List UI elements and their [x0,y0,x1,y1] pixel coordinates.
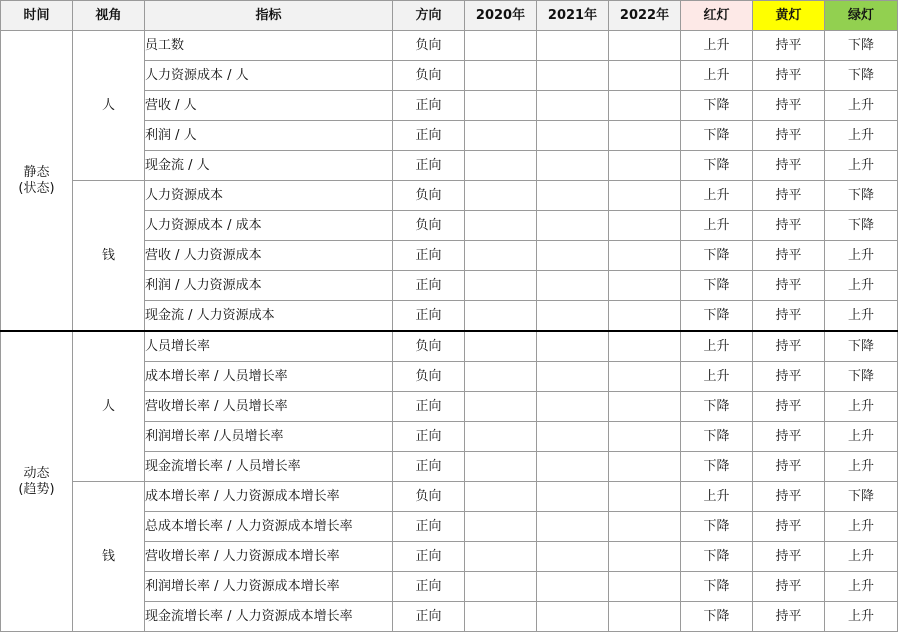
yellow-light-cell[interactable]: 持平 [753,181,825,211]
direction-cell[interactable]: 正向 [393,91,465,121]
metric-cell[interactable]: 成本增长率 / 人员增长率 [145,362,393,392]
red-light-cell[interactable]: 上升 [681,362,753,392]
yellow-light-cell[interactable]: 持平 [753,512,825,542]
green-light-cell[interactable]: 下降 [825,181,898,211]
direction-cell[interactable]: 正向 [393,542,465,572]
year-2021-cell[interactable] [537,422,609,452]
year-2020-cell[interactable] [465,602,537,632]
year-2021-cell[interactable] [537,271,609,301]
year-2021-cell[interactable] [537,181,609,211]
direction-cell[interactable]: 负向 [393,362,465,392]
yellow-light-cell[interactable]: 持平 [753,452,825,482]
yellow-light-cell[interactable]: 持平 [753,151,825,181]
yellow-light-cell[interactable]: 持平 [753,31,825,61]
direction-cell[interactable]: 正向 [393,301,465,332]
table-row [1,31,898,61]
metric-cell[interactable]: 现金流 / 人力资源成本 [145,301,393,332]
metric-cell[interactable]: 人力资源成本 [145,181,393,211]
metric-cell[interactable]: 利润 / 人 [145,121,393,151]
red-light-cell[interactable]: 上升 [681,211,753,241]
metric-cell[interactable]: 人力资源成本 / 成本 [145,211,393,241]
green-light-cell[interactable]: 下降 [825,31,898,61]
green-light-cell[interactable]: 上升 [825,301,898,332]
red-light-cell[interactable]: 下降 [681,542,753,572]
year-2022-cell[interactable] [609,301,681,332]
red-light-cell[interactable]: 上升 [681,181,753,211]
direction-cell[interactable]: 正向 [393,121,465,151]
year-2020-cell[interactable] [465,452,537,482]
year-2021-cell[interactable] [537,301,609,332]
red-light-cell[interactable]: 下降 [681,271,753,301]
direction-cell[interactable]: 负向 [393,181,465,211]
year-2020-cell[interactable] [465,211,537,241]
green-light-cell[interactable]: 下降 [825,211,898,241]
year-2022-cell[interactable] [609,91,681,121]
yellow-light-cell[interactable]: 持平 [753,602,825,632]
year-2021-cell[interactable] [537,91,609,121]
year-2020-cell[interactable] [465,392,537,422]
year-2020-cell[interactable] [465,572,537,602]
direction-cell[interactable]: 正向 [393,602,465,632]
year-2020-cell[interactable] [465,151,537,181]
red-light-cell[interactable]: 下降 [681,512,753,542]
table-row [1,482,898,512]
year-2022-cell[interactable] [609,512,681,542]
year-2020-cell[interactable] [465,542,537,572]
yellow-light-cell[interactable]: 持平 [753,572,825,602]
year-2022-cell[interactable] [609,241,681,271]
yellow-light-cell[interactable]: 持平 [753,271,825,301]
year-2020-cell[interactable] [465,241,537,271]
year-2021-cell[interactable] [537,512,609,542]
year-2021-cell[interactable] [537,362,609,392]
red-light-cell[interactable]: 上升 [681,31,753,61]
direction-cell[interactable]: 负向 [393,211,465,241]
red-light-cell[interactable]: 下降 [681,91,753,121]
year-2021-cell[interactable] [537,482,609,512]
view-cell[interactable]: 钱 [73,482,145,632]
green-light-cell[interactable]: 下降 [825,362,898,392]
year-2021-cell[interactable] [537,542,609,572]
green-light-cell[interactable]: 下降 [825,61,898,91]
yellow-light-cell[interactable]: 持平 [753,61,825,91]
green-light-cell[interactable]: 上升 [825,452,898,482]
year-2021-cell[interactable] [537,392,609,422]
year-2022-cell[interactable] [609,61,681,91]
year-2021-cell[interactable] [537,602,609,632]
year-2022-cell[interactable] [609,362,681,392]
metric-cell[interactable]: 现金流增长率 / 人力资源成本增长率 [145,602,393,632]
red-light-cell[interactable]: 下降 [681,301,753,332]
year-2021-cell[interactable] [537,211,609,241]
year-2022-cell[interactable] [609,422,681,452]
green-light-cell[interactable]: 上升 [825,542,898,572]
header-row [1,1,898,31]
metric-cell[interactable]: 现金流增长率 / 人员增长率 [145,452,393,482]
red-light-cell[interactable]: 下降 [681,121,753,151]
header-2020[interactable]: 2020年 [465,1,537,31]
year-2020-cell[interactable] [465,91,537,121]
direction-cell[interactable]: 正向 [393,151,465,181]
year-2020-cell[interactable] [465,181,537,211]
metric-cell[interactable]: 员工数 [145,31,393,61]
metric-cell[interactable]: 现金流 / 人 [145,151,393,181]
red-light-cell[interactable]: 下降 [681,452,753,482]
metric-cell[interactable]: 总成本增长率 / 人力资源成本增长率 [145,512,393,542]
green-light-cell[interactable]: 下降 [825,331,898,362]
yellow-light-cell[interactable]: 持平 [753,331,825,362]
yellow-light-cell[interactable]: 持平 [753,542,825,572]
time-cell[interactable] [1,331,73,632]
view-cell[interactable]: 人 [73,31,145,181]
yellow-light-cell[interactable]: 持平 [753,241,825,271]
year-2020-cell[interactable] [465,31,537,61]
header-2022[interactable]: 2022年 [609,1,681,31]
view-cell[interactable]: 钱 [73,181,145,332]
year-2022-cell[interactable] [609,542,681,572]
year-2021-cell[interactable] [537,151,609,181]
red-light-cell[interactable]: 下降 [681,602,753,632]
metric-cell[interactable]: 成本增长率 / 人力资源成本增长率 [145,482,393,512]
year-2020-cell[interactable] [465,331,537,362]
yellow-light-cell[interactable]: 持平 [753,91,825,121]
metric-cell[interactable]: 利润 / 人力资源成本 [145,271,393,301]
metric-cell[interactable]: 利润增长率 / 人力资源成本增长率 [145,572,393,602]
green-light-cell[interactable]: 上升 [825,602,898,632]
red-light-cell[interactable]: 下降 [681,241,753,271]
direction-cell[interactable]: 负向 [393,331,465,362]
direction-cell[interactable]: 正向 [393,572,465,602]
table-row [1,331,898,362]
header-metric[interactable]: 指标 [145,1,393,31]
table-row [1,181,898,211]
year-2020-cell[interactable] [465,121,537,151]
year-2022-cell[interactable] [609,602,681,632]
red-light-cell[interactable]: 下降 [681,392,753,422]
header-red-light[interactable]: 红灯 [681,1,753,31]
year-2020-cell[interactable] [465,512,537,542]
green-light-cell[interactable]: 上升 [825,392,898,422]
red-light-cell[interactable]: 上升 [681,482,753,512]
direction-cell[interactable]: 正向 [393,422,465,452]
year-2022-cell[interactable] [609,271,681,301]
time-cell[interactable] [1,31,73,332]
header-2021[interactable]: 2021年 [537,1,609,31]
header-time[interactable]: 时间 [1,1,73,31]
year-2022-cell[interactable] [609,151,681,181]
time-note: (趋势) [18,481,55,497]
green-light-cell[interactable]: 下降 [825,482,898,512]
year-2021-cell[interactable] [537,121,609,151]
header-yellow-light[interactable]: 黄灯 [753,1,825,31]
metric-cell[interactable]: 人员增长率 [145,331,393,362]
yellow-light-cell[interactable]: 持平 [753,422,825,452]
direction-cell[interactable]: 正向 [393,512,465,542]
green-light-cell[interactable]: 上升 [825,512,898,542]
year-2022-cell[interactable] [609,452,681,482]
year-2022-cell[interactable] [609,572,681,602]
green-light-cell[interactable]: 上升 [825,91,898,121]
year-2020-cell[interactable] [465,362,537,392]
metric-cell[interactable]: 营收 / 人力资源成本 [145,241,393,271]
view-cell[interactable]: 人 [73,331,145,482]
metric-cell[interactable]: 利润增长率 /人员增长率 [145,422,393,452]
red-light-cell[interactable]: 上升 [681,61,753,91]
green-light-cell[interactable]: 上升 [825,151,898,181]
direction-cell[interactable]: 正向 [393,452,465,482]
year-2020-cell[interactable] [465,482,537,512]
year-2022-cell[interactable] [609,331,681,362]
year-2021-cell[interactable] [537,572,609,602]
red-light-cell[interactable]: 上升 [681,331,753,362]
green-light-cell[interactable]: 上升 [825,271,898,301]
yellow-light-cell[interactable]: 持平 [753,211,825,241]
yellow-light-cell[interactable]: 持平 [753,301,825,332]
year-2020-cell[interactable] [465,422,537,452]
time-label: 动态 [23,465,50,481]
year-2021-cell[interactable] [537,331,609,362]
metric-cell[interactable]: 人力资源成本 / 人 [145,61,393,91]
header-view[interactable]: 视角 [73,1,145,31]
header-green-light[interactable]: 绿灯 [825,1,898,31]
metric-cell[interactable]: 营收增长率 / 人力资源成本增长率 [145,542,393,572]
table-body [1,31,898,632]
metric-cell[interactable]: 营收增长率 / 人员增长率 [145,392,393,422]
direction-cell[interactable]: 正向 [393,271,465,301]
yellow-light-cell[interactable]: 持平 [753,482,825,512]
direction-cell[interactable]: 正向 [393,392,465,422]
year-2020-cell[interactable] [465,301,537,332]
year-2022-cell[interactable] [609,181,681,211]
yellow-light-cell[interactable]: 持平 [753,362,825,392]
year-2020-cell[interactable] [465,271,537,301]
year-2021-cell[interactable] [537,241,609,271]
red-light-cell[interactable]: 下降 [681,422,753,452]
year-2021-cell[interactable] [537,452,609,482]
metric-cell[interactable]: 营收 / 人 [145,91,393,121]
year-2022-cell[interactable] [609,392,681,422]
year-2021-cell[interactable] [537,31,609,61]
yellow-light-cell[interactable]: 持平 [753,121,825,151]
time-note: (状态) [18,180,55,196]
green-light-cell[interactable]: 上升 [825,572,898,602]
red-light-cell[interactable]: 下降 [681,572,753,602]
green-light-cell[interactable]: 上升 [825,121,898,151]
red-light-cell[interactable]: 下降 [681,151,753,181]
year-2021-cell[interactable] [537,61,609,91]
time-label: 静态 [23,164,50,180]
header-direction[interactable]: 方向 [393,1,465,31]
green-light-cell[interactable]: 上升 [825,241,898,271]
year-2022-cell[interactable] [609,31,681,61]
year-2022-cell[interactable] [609,211,681,241]
direction-cell[interactable]: 正向 [393,241,465,271]
year-2022-cell[interactable] [609,482,681,512]
green-light-cell[interactable]: 上升 [825,422,898,452]
year-2022-cell[interactable] [609,121,681,151]
year-2020-cell[interactable] [465,61,537,91]
direction-cell[interactable]: 负向 [393,482,465,512]
direction-cell[interactable]: 负向 [393,61,465,91]
yellow-light-cell[interactable]: 持平 [753,392,825,422]
direction-cell[interactable]: 负向 [393,31,465,61]
